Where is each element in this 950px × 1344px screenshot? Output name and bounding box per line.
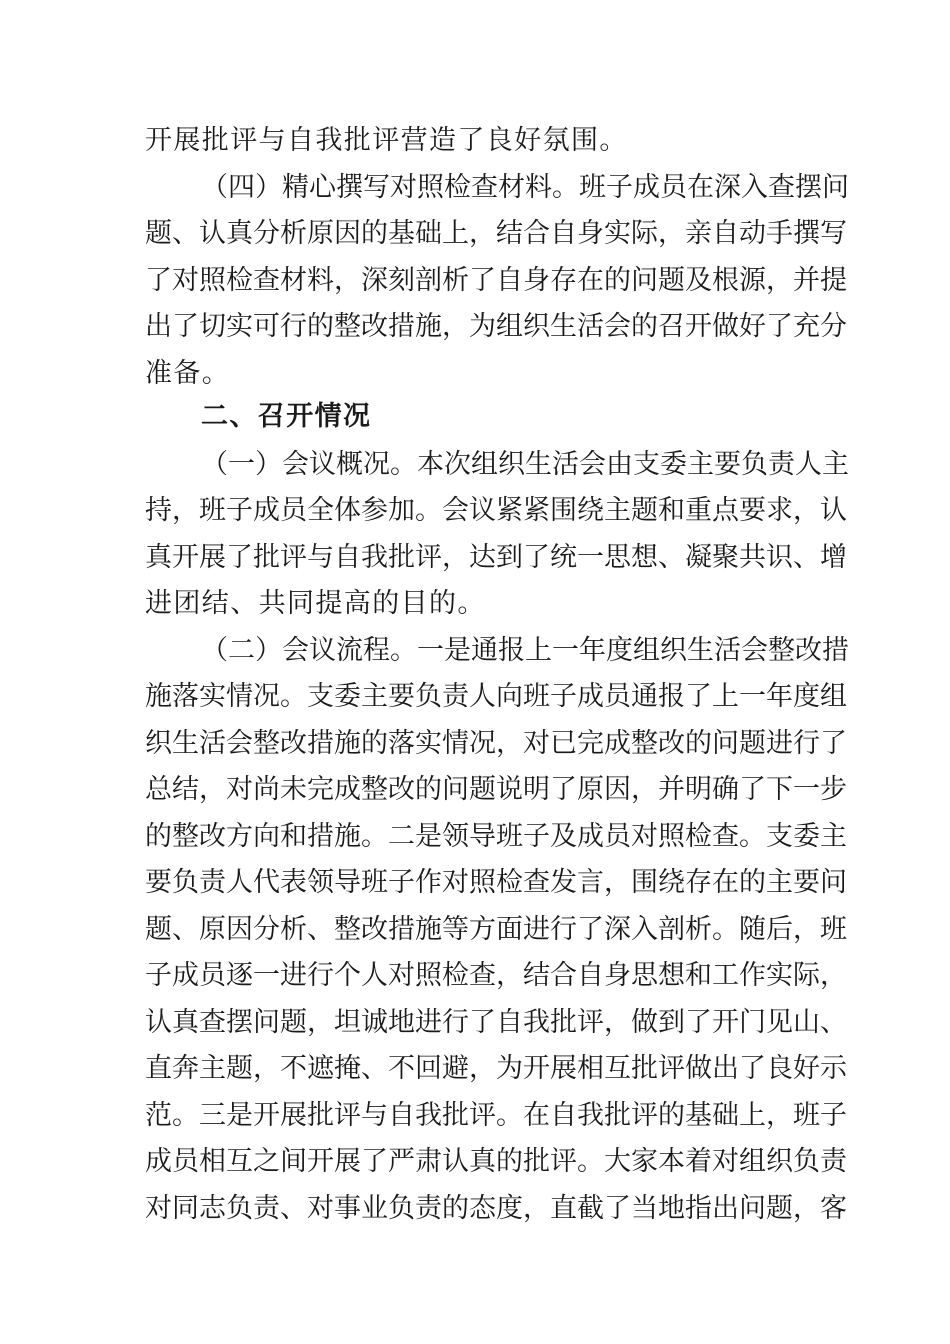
text-line: 施落实情况。支委主要负责人向班子成员通报了上一年度组 [145,681,847,712]
text-line: 认真查摆问题，坦诚地进行了自我批评，做到了开门见山、 [145,1007,847,1038]
text-line: 题、原因分析、整改措施等方面进行了深入剖析。随后，班 [145,914,847,945]
text-line: 进团结、共同提高的目的。 [145,588,486,619]
text-line: 总结，对尚未完成整改的问题说明了原因，并明确了下一步 [145,774,847,805]
text-line: 出了切实可行的整改措施，为组织生活会的召开做好了充分 [145,311,847,342]
text-line: 了对照检查材料，深刻剖析了自身存在的问题及根源，并提 [145,265,847,296]
section-heading: 二、召开情况 [201,401,372,432]
text-line: 准备。 [145,358,231,389]
text-line: 成员相互之间开展了严肃认真的批评。大家本着对组织负责 [145,1146,847,1177]
text-line-paragraph-2: （二）会议流程。一是通报上一年度组织生活会整改措 [201,635,849,666]
text-line-paragraph-4: （四）精心撰写对照检查材料。班子成员在深入查摆问 [201,172,849,203]
text-line: 开展批评与自我批评营造了良好氛围。 [145,125,628,156]
text-line: 持，班子成员全体参加。会议紧紧围绕主题和重点要求，认 [145,495,847,526]
text-line: 对同志负责、对事业负责的态度，直截了当地指出问题，客 [145,1193,847,1224]
text-line: 题、认真分析原因的基础上，结合自身实际，亲自动手撰写 [145,218,847,249]
text-line-paragraph-1: （一）会议概况。本次组织生活会由支委主要负责人主 [201,449,849,480]
text-line: 要负责人代表领导班子作对照检查发言，围绕存在的主要问 [145,867,847,898]
text-line: 范。三是开展批评与自我批评。在自我批评的基础上，班子 [145,1100,847,1131]
text-line: 子成员逐一进行个人对照检查，结合自身思想和工作实际， [145,960,847,991]
text-line: 真开展了批评与自我批评，达到了统一思想、凝聚共识、增 [145,542,847,573]
text-line: 直奔主题，不遮掩、不回避，为开展相互批评做出了良好示 [145,1053,847,1084]
text-line: 织生活会整改措施的落实情况，对已完成整改的问题进行了 [145,728,847,759]
text-line: 的整改方向和措施。二是领导班子及成员对照检查。支委主 [145,821,847,852]
